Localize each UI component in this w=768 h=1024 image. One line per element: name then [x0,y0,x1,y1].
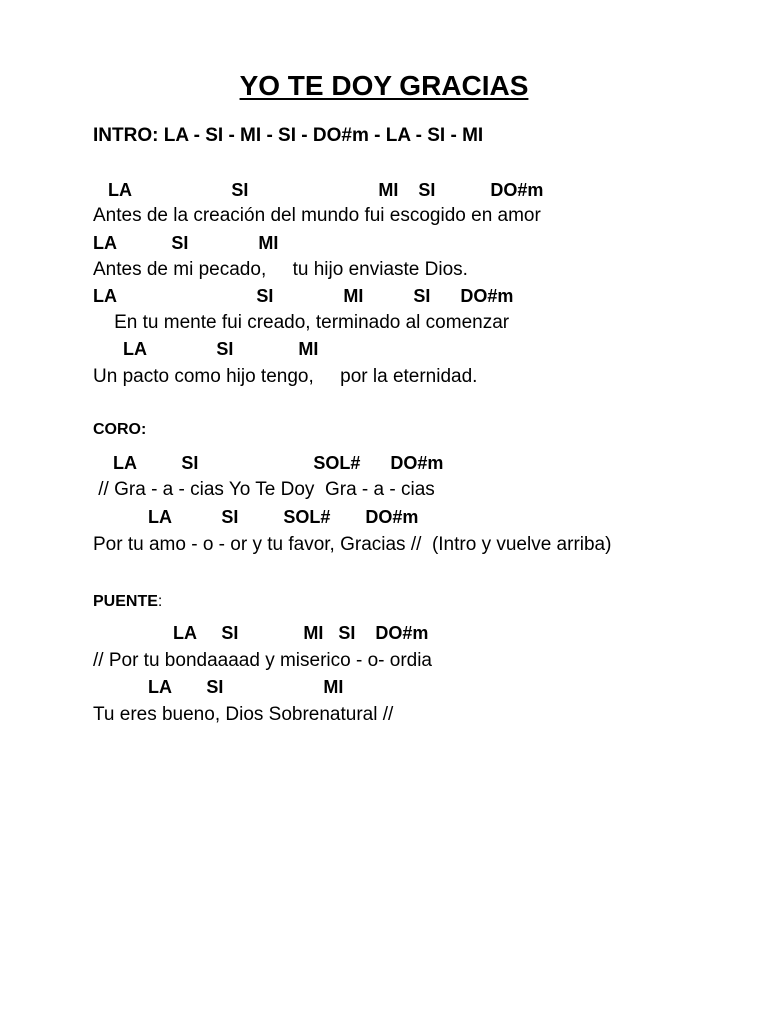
puente-chord-line-2: LA SI MI [93,677,344,697]
verse-chord-line-4: LA SI MI [93,339,319,359]
puente-heading-colon: : [157,593,163,610]
verse-lyric-line-1: Antes de la creación del mundo fui escogido en amor [93,205,541,226]
verse-lyric-line-3: En tu mente fui creado, terminado al comenzar [93,312,510,333]
song-title: YO TE DOY GRACIAS [239,70,529,101]
coro-lyric-line-2: Por tu amo - o - or y tu favor, Gracias // (Intro y vuelve arriba) [93,534,612,555]
puente-chord-line-1: LA SI MI SI DO#m [93,623,429,643]
verse-chord-line-1: LA SI MI SI DO#m [93,180,544,200]
coro-chord-line-1: LA SI SOL# DO#m [93,453,444,473]
coro-heading: CORO: [93,421,147,438]
verse-chord-line-2: LA SI MI [93,233,279,253]
verse-chord-line-3: LA SI MI SI DO#m [93,286,514,306]
puente-lyric-line-2: Tu eres bueno, Dios Sobrenatural // [93,704,394,725]
puente-heading [93,589,162,614]
coro-chord-line-2: LA SI SOL# DO#m [93,507,419,527]
coro-lyric-line-1: // Gra - a - cias Yo Te Doy Gra - a - cias [93,479,435,500]
intro-line: INTRO: LA - SI - MI - SI - DO#m - LA - SI - MI [93,125,484,146]
verse-lyric-line-2: Antes de mi pecado, tu hijo enviaste Dios. [93,259,468,280]
verse-lyric-line-4: Un pacto como hijo tengo, por la eternidad. [93,366,478,387]
puente-heading-label: PUENTE [93,593,158,610]
puente-lyric-line-1: // Por tu bondaaaad y miserico - o- ordia [93,650,433,671]
